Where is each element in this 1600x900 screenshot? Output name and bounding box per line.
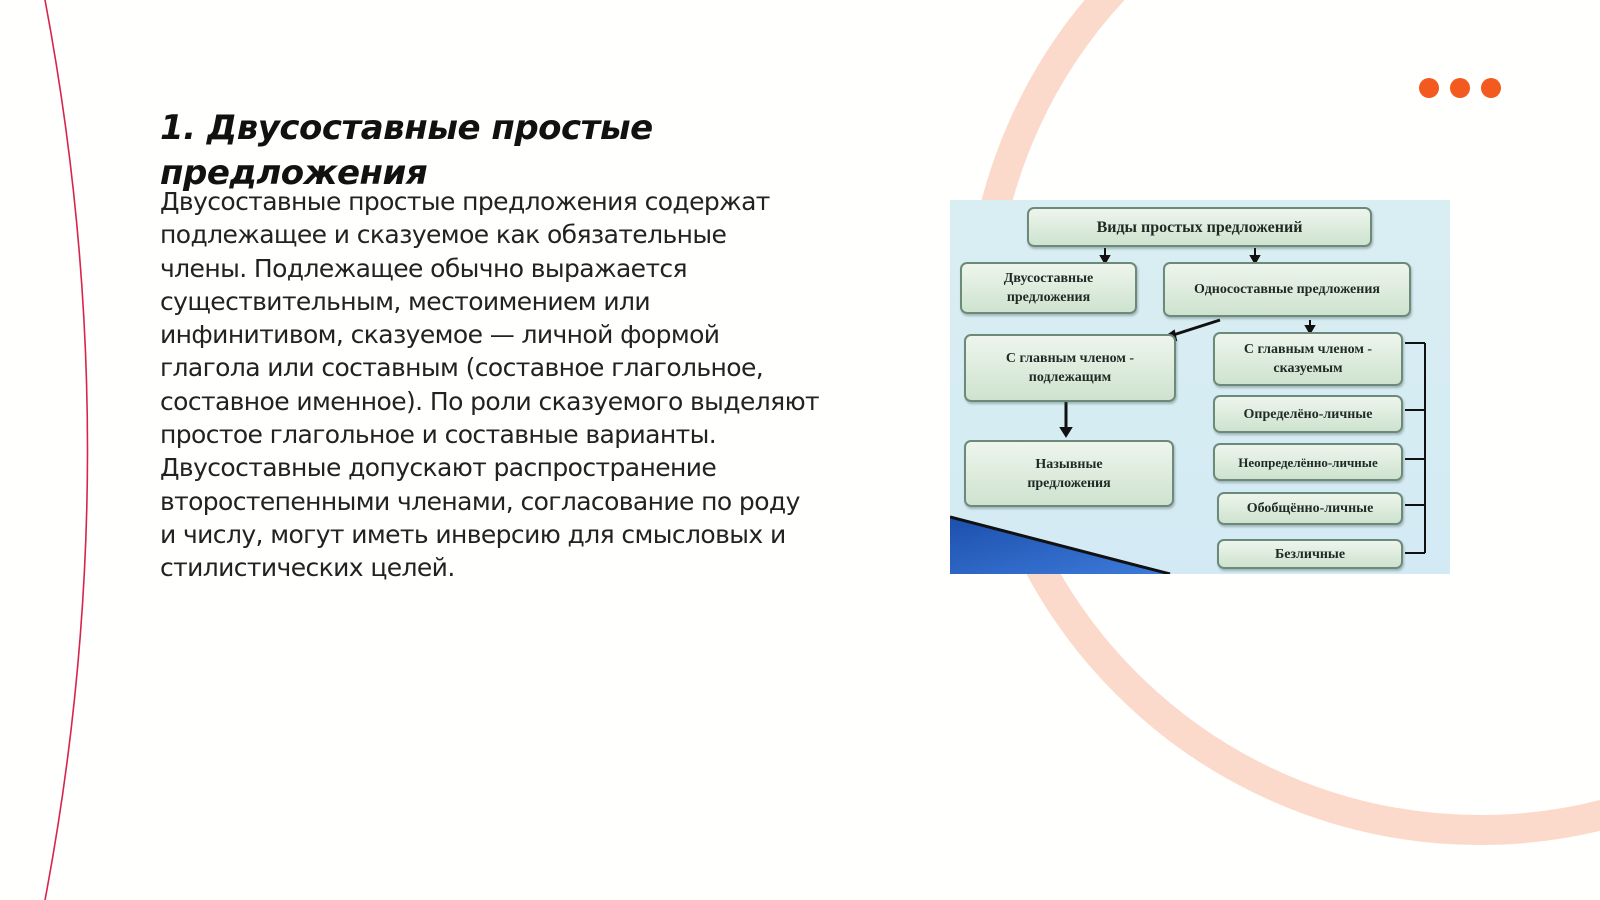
slide-body-text: Двусоставные простые предложения содержат подлежащее и сказуемое как обязательные члены. Подлежащее обычно выражается существительным, местоимением или инфинитивом, сказуемое — личной формой глагола или составным (составное глагольное, составное именное). По роли сказуемого выделяют простое глагольное и составные варианты. Двусоставные допускают распространение второстепенными членами, согласование по роду и числу, могут иметь инверсию для смысловых и стилистических целей. [160,187,819,583]
type-generalized-personal-box: Обобщённо-личные [1217,492,1403,525]
two-part-box: Двусоставные предложения [960,262,1137,314]
one-part-box: Односоставные предложения [1163,262,1411,317]
nominative-box: Назывные предложения [964,440,1174,507]
type-indefinite-personal-box: Неопределённо-личные [1213,443,1403,481]
sentence-types-diagram [950,200,1450,574]
dot-icon [1481,78,1501,98]
subject-main-box: С главным членом - подлежащим [964,334,1176,402]
menu-dots[interactable] [1419,78,1501,98]
dot-icon [1450,78,1470,98]
dot-icon [1419,78,1439,98]
left-red-curve [45,0,88,900]
type-impersonal-box: Безличные [1217,539,1403,569]
type-definite-personal-box: Определёно-личные [1213,395,1403,433]
predicate-main-box: С главным членом - сказуемым [1213,332,1403,386]
slide-title: 1. Двусоставные простые предложения [160,108,653,193]
diagram-root-box: Виды простых предложений [1027,207,1372,247]
